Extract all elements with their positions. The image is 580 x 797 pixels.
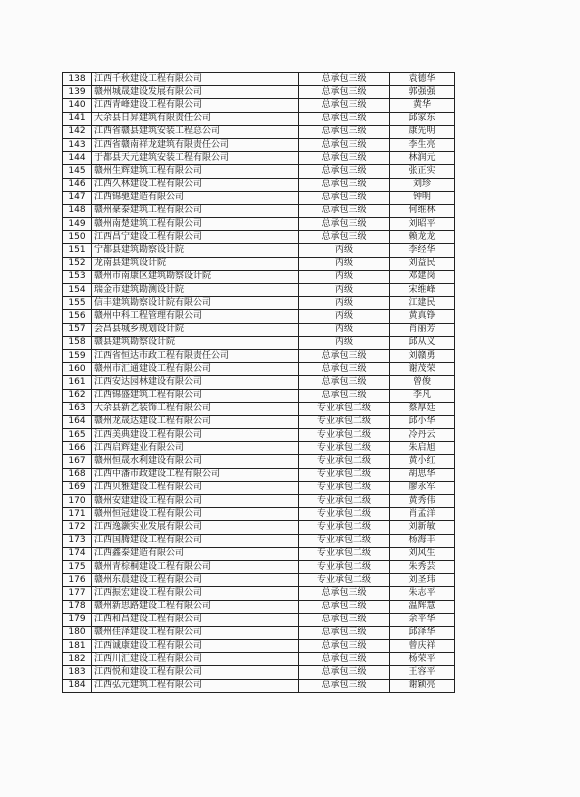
row-number: 142 xyxy=(63,125,92,138)
table-row xyxy=(63,495,455,508)
table-row xyxy=(63,415,455,428)
table-row xyxy=(63,231,455,244)
qualification-grade: 专业承包二级 xyxy=(299,429,390,442)
row-number: 145 xyxy=(63,165,92,178)
qualification-grade: 总承包三级 xyxy=(299,600,390,613)
company-name: 瑞金市建筑勘测设计院 xyxy=(92,284,299,297)
qualification-grade: 专业承包二级 xyxy=(299,415,390,428)
company-name: 赣州南楚建筑工程有限公司 xyxy=(92,218,299,231)
table-row xyxy=(63,86,455,99)
row-number: 167 xyxy=(63,455,92,468)
row-number: 168 xyxy=(63,468,92,481)
contact-person: 邱小华 xyxy=(390,415,455,428)
contact-person: 王容平 xyxy=(390,666,455,679)
row-number: 151 xyxy=(63,244,92,257)
qualification-grade: 总承包三级 xyxy=(299,626,390,639)
contact-person: 张正实 xyxy=(390,165,455,178)
qualification-grade: 专业承包二级 xyxy=(299,547,390,560)
table-body xyxy=(63,73,455,693)
qualification-table xyxy=(62,72,455,693)
company-name: 赣州青棕桐建设工程有限公司 xyxy=(92,560,299,573)
contact-person: 郭强强 xyxy=(390,86,455,99)
contact-person: 曾庆祥 xyxy=(390,640,455,653)
company-name: 江西贝雅建设工程有限公司 xyxy=(92,481,299,494)
company-name: 江西锦驰建造有限公司 xyxy=(92,191,299,204)
qualification-grade: 丙级 xyxy=(299,244,390,257)
qualification-grade: 专业承包二级 xyxy=(299,455,390,468)
row-number: 161 xyxy=(63,376,92,389)
qualification-grade: 总承包三级 xyxy=(299,112,390,125)
table-row xyxy=(63,99,455,112)
company-name: 于都县天元建筑安装工程有限公司 xyxy=(92,152,299,165)
qualification-grade: 总承包三级 xyxy=(299,218,390,231)
table-row xyxy=(63,191,455,204)
row-number: 158 xyxy=(63,336,92,349)
row-number: 155 xyxy=(63,297,92,310)
row-number: 149 xyxy=(63,218,92,231)
contact-person: 肖孟洋 xyxy=(390,508,455,521)
company-name: 会昌县城乡规划设计院 xyxy=(92,323,299,336)
table-row xyxy=(63,468,455,481)
row-number: 172 xyxy=(63,521,92,534)
table-row xyxy=(63,112,455,125)
company-name: 江西和昌建设工程有限公司 xyxy=(92,613,299,626)
table-row xyxy=(63,297,455,310)
qualification-grade: 丙级 xyxy=(299,323,390,336)
row-number: 180 xyxy=(63,626,92,639)
row-number: 163 xyxy=(63,402,92,415)
company-name: 赣州中科工程管理有限公司 xyxy=(92,310,299,323)
contact-person: 肖丽芳 xyxy=(390,323,455,336)
table-row xyxy=(63,600,455,613)
company-name: 江西启辉建业有限公司 xyxy=(92,442,299,455)
contact-person: 余平华 xyxy=(390,613,455,626)
row-number: 159 xyxy=(63,349,92,362)
company-name: 江西锦盛建筑工程有限公司 xyxy=(92,389,299,402)
table-row xyxy=(63,336,455,349)
row-number: 176 xyxy=(63,574,92,587)
company-name: 赣州安建建设工程有限公司 xyxy=(92,495,299,508)
contact-person: 杨海丰 xyxy=(390,534,455,547)
table-row xyxy=(63,402,455,415)
company-name: 江西省赣南祥龙建筑有限责任公司 xyxy=(92,138,299,151)
company-name: 赣县建筑勘察设计院 xyxy=(92,336,299,349)
qualification-grade: 专业承包二级 xyxy=(299,508,390,521)
row-number: 141 xyxy=(63,112,92,125)
row-number: 179 xyxy=(63,613,92,626)
table-row xyxy=(63,270,455,283)
contact-person: 黄真铮 xyxy=(390,310,455,323)
table-row xyxy=(63,284,455,297)
qualification-grade: 丙级 xyxy=(299,284,390,297)
table-row xyxy=(63,257,455,270)
qualification-grade: 专业承包二级 xyxy=(299,534,390,547)
contact-person: 刘珍 xyxy=(390,178,455,191)
contact-person: 刘益民 xyxy=(390,257,455,270)
qualification-grade: 丙级 xyxy=(299,310,390,323)
company-name: 江西青峰建设工程有限公司 xyxy=(92,99,299,112)
qualification-grade: 总承包三级 xyxy=(299,191,390,204)
table-row xyxy=(63,323,455,336)
company-name: 赣州城晟建设发展有限公司 xyxy=(92,86,299,99)
row-number: 164 xyxy=(63,415,92,428)
qualification-grade: 总承包三级 xyxy=(299,640,390,653)
company-name: 大余县新艺装饰工程有限公司 xyxy=(92,402,299,415)
company-name: 龙南县建筑设计院 xyxy=(92,257,299,270)
contact-person: 廖永军 xyxy=(390,481,455,494)
table-row xyxy=(63,613,455,626)
contact-person: 朱秀芸 xyxy=(390,560,455,573)
contact-person: 黄小红 xyxy=(390,455,455,468)
contact-person: 黄华 xyxy=(390,99,455,112)
qualification-grade: 总承包三级 xyxy=(299,152,390,165)
company-name: 江西川汇建设工程有限公司 xyxy=(92,653,299,666)
qualification-grade: 总承包三级 xyxy=(299,389,390,402)
row-number: 156 xyxy=(63,310,92,323)
table-row xyxy=(63,73,455,86)
row-number: 139 xyxy=(63,86,92,99)
qualification-grade: 总承包三级 xyxy=(299,666,390,679)
table-row xyxy=(63,587,455,600)
qualification-grade: 总承包三级 xyxy=(299,613,390,626)
contact-person: 李生亮 xyxy=(390,138,455,151)
qualification-grade: 丙级 xyxy=(299,257,390,270)
contact-person: 刘圣玮 xyxy=(390,574,455,587)
qualification-grade: 专业承包二级 xyxy=(299,574,390,587)
qualification-grade: 专业承包二级 xyxy=(299,402,390,415)
company-name: 江西中潘市政建设工程有限公司 xyxy=(92,468,299,481)
row-number: 173 xyxy=(63,534,92,547)
contact-person: 胡思华 xyxy=(390,468,455,481)
contact-person: 朱志平 xyxy=(390,587,455,600)
contact-person: 邱从义 xyxy=(390,336,455,349)
table-row xyxy=(63,244,455,257)
qualification-grade: 专业承包二级 xyxy=(299,442,390,455)
qualification-grade: 总承包三级 xyxy=(299,231,390,244)
row-number: 140 xyxy=(63,99,92,112)
company-name: 大余县日昇建筑有限责任公司 xyxy=(92,112,299,125)
contact-person: 赖龙龙 xyxy=(390,231,455,244)
company-name: 江西悦和建设工程有限公司 xyxy=(92,666,299,679)
contact-person: 李凡 xyxy=(390,389,455,402)
company-name: 江西省恒达市政工程有限责任公司 xyxy=(92,349,299,362)
company-name: 赣州市汇通建设工程有限公司 xyxy=(92,363,299,376)
qualification-grade: 总承包三级 xyxy=(299,349,390,362)
contact-person: 冷丹云 xyxy=(390,429,455,442)
contact-person: 钟明 xyxy=(390,191,455,204)
contact-person: 宋维峰 xyxy=(390,284,455,297)
contact-person: 刘新敏 xyxy=(390,521,455,534)
company-name: 江西久林建设工程有限公司 xyxy=(92,178,299,191)
table-row xyxy=(63,640,455,653)
row-number: 152 xyxy=(63,257,92,270)
contact-person: 朱启旭 xyxy=(390,442,455,455)
row-number: 146 xyxy=(63,178,92,191)
table-row xyxy=(63,310,455,323)
table-row xyxy=(63,389,455,402)
row-number: 157 xyxy=(63,323,92,336)
qualification-grade: 总承包三级 xyxy=(299,125,390,138)
contact-person: 刘昭平 xyxy=(390,218,455,231)
qualification-grade: 专业承包二级 xyxy=(299,481,390,494)
table-row xyxy=(63,218,455,231)
table-row xyxy=(63,560,455,573)
company-name: 江西诚康建设工程有限公司 xyxy=(92,640,299,653)
table-row xyxy=(63,626,455,639)
contact-person: 蔡厚廷 xyxy=(390,402,455,415)
company-name: 宁都县建筑勘察设计院 xyxy=(92,244,299,257)
table-row xyxy=(63,363,455,376)
row-number: 138 xyxy=(63,73,92,86)
qualification-grade: 总承包三级 xyxy=(299,99,390,112)
contact-person: 李经华 xyxy=(390,244,455,257)
contact-person: 温辉慧 xyxy=(390,600,455,613)
table-row xyxy=(63,455,455,468)
company-name: 江西安达园林建设有限公司 xyxy=(92,376,299,389)
row-number: 182 xyxy=(63,653,92,666)
company-name: 江西省赣县建筑安装工程总公司 xyxy=(92,125,299,138)
row-number: 174 xyxy=(63,547,92,560)
qualification-grade: 总承包三级 xyxy=(299,138,390,151)
row-number: 144 xyxy=(63,152,92,165)
company-name: 赣州恒晟水利建设有限公司 xyxy=(92,455,299,468)
table-row xyxy=(63,376,455,389)
contact-person: 邱泽华 xyxy=(390,626,455,639)
company-name: 江西鑫泰建造有限公司 xyxy=(92,547,299,560)
row-number: 150 xyxy=(63,231,92,244)
table-row xyxy=(63,152,455,165)
qualification-grade: 丙级 xyxy=(299,297,390,310)
row-number: 184 xyxy=(63,679,92,692)
table-row xyxy=(63,125,455,138)
contact-person: 谢茂荣 xyxy=(390,363,455,376)
row-number: 143 xyxy=(63,138,92,151)
company-name: 江西逸灏实业发展有限公司 xyxy=(92,521,299,534)
company-name: 赣州恒冠建设工程有限公司 xyxy=(92,508,299,521)
company-name: 赣州龙晟达建设工程有限公司 xyxy=(92,415,299,428)
qualification-grade: 总承包三级 xyxy=(299,363,390,376)
table-row xyxy=(63,442,455,455)
contact-person: 刘风生 xyxy=(390,547,455,560)
contact-person: 邱家东 xyxy=(390,112,455,125)
contact-person: 黄秀伟 xyxy=(390,495,455,508)
company-name: 江西振宏建设工程有限公司 xyxy=(92,587,299,600)
contact-person: 杨荣平 xyxy=(390,653,455,666)
table-row xyxy=(63,165,455,178)
qualification-grade: 总承包三级 xyxy=(299,653,390,666)
company-name: 赣州市南康区建筑勘察设计院 xyxy=(92,270,299,283)
company-name: 江西千秋建设工程有限公司 xyxy=(92,73,299,86)
table-row xyxy=(63,429,455,442)
table-row xyxy=(63,178,455,191)
contact-person: 邓建岗 xyxy=(390,270,455,283)
table-row xyxy=(63,138,455,151)
company-name: 信丰建筑勘察设计院有限公司 xyxy=(92,297,299,310)
qualification-grade: 总承包三级 xyxy=(299,376,390,389)
qualification-grade: 总承包三级 xyxy=(299,204,390,217)
row-number: 183 xyxy=(63,666,92,679)
row-number: 178 xyxy=(63,600,92,613)
row-number: 160 xyxy=(63,363,92,376)
company-name: 江西昌宁建设工程有限公司 xyxy=(92,231,299,244)
contact-person: 刘赣勇 xyxy=(390,349,455,362)
table-row xyxy=(63,521,455,534)
row-number: 148 xyxy=(63,204,92,217)
contact-person: 康先明 xyxy=(390,125,455,138)
company-name: 江西弘元建筑工程有限公司 xyxy=(92,679,299,692)
qualification-grade: 总承包三级 xyxy=(299,679,390,692)
qualification-grade: 总承包三级 xyxy=(299,165,390,178)
qualification-grade: 专业承包二级 xyxy=(299,560,390,573)
table-row xyxy=(63,204,455,217)
company-name: 江西美典建设工程有限公司 xyxy=(92,429,299,442)
qualification-grade: 总承包三级 xyxy=(299,178,390,191)
qualification-grade: 总承包三级 xyxy=(299,587,390,600)
row-number: 170 xyxy=(63,495,92,508)
qualification-grade: 总承包三级 xyxy=(299,86,390,99)
qualification-grade: 总承包三级 xyxy=(299,73,390,86)
table-row xyxy=(63,547,455,560)
row-number: 177 xyxy=(63,587,92,600)
table-row xyxy=(63,653,455,666)
row-number: 154 xyxy=(63,284,92,297)
company-name: 赣州豪泰建筑工程有限公司 xyxy=(92,204,299,217)
contact-person: 曾俊 xyxy=(390,376,455,389)
table-row xyxy=(63,574,455,587)
row-number: 171 xyxy=(63,508,92,521)
table-row xyxy=(63,481,455,494)
row-number: 175 xyxy=(63,560,92,573)
table-row xyxy=(63,508,455,521)
company-name: 赣州佳泽建设工程有限公司 xyxy=(92,626,299,639)
contact-person: 江建民 xyxy=(390,297,455,310)
contact-person: 谢颖亮 xyxy=(390,679,455,692)
qualification-grade: 专业承包二级 xyxy=(299,468,390,481)
qualification-grade: 丙级 xyxy=(299,336,390,349)
row-number: 147 xyxy=(63,191,92,204)
contact-person: 袁德华 xyxy=(390,73,455,86)
qualification-grade: 专业承包二级 xyxy=(299,521,390,534)
table-row xyxy=(63,534,455,547)
row-number: 162 xyxy=(63,389,92,402)
row-number: 165 xyxy=(63,429,92,442)
qualification-grade: 丙级 xyxy=(299,270,390,283)
row-number: 181 xyxy=(63,640,92,653)
row-number: 153 xyxy=(63,270,92,283)
company-name: 江西国腾建设工程有限公司 xyxy=(92,534,299,547)
contact-person: 林润元 xyxy=(390,152,455,165)
row-number: 169 xyxy=(63,481,92,494)
qualification-grade: 专业承包二级 xyxy=(299,495,390,508)
row-number: 166 xyxy=(63,442,92,455)
company-name: 赣州生辉建筑工程有限公司 xyxy=(92,165,299,178)
table-row xyxy=(63,666,455,679)
table-row xyxy=(63,349,455,362)
company-name: 赣州东晨建设工程有限公司 xyxy=(92,574,299,587)
contact-person: 何维林 xyxy=(390,204,455,217)
table-row xyxy=(63,679,455,692)
company-name: 赣州新思路建设工程有限公司 xyxy=(92,600,299,613)
